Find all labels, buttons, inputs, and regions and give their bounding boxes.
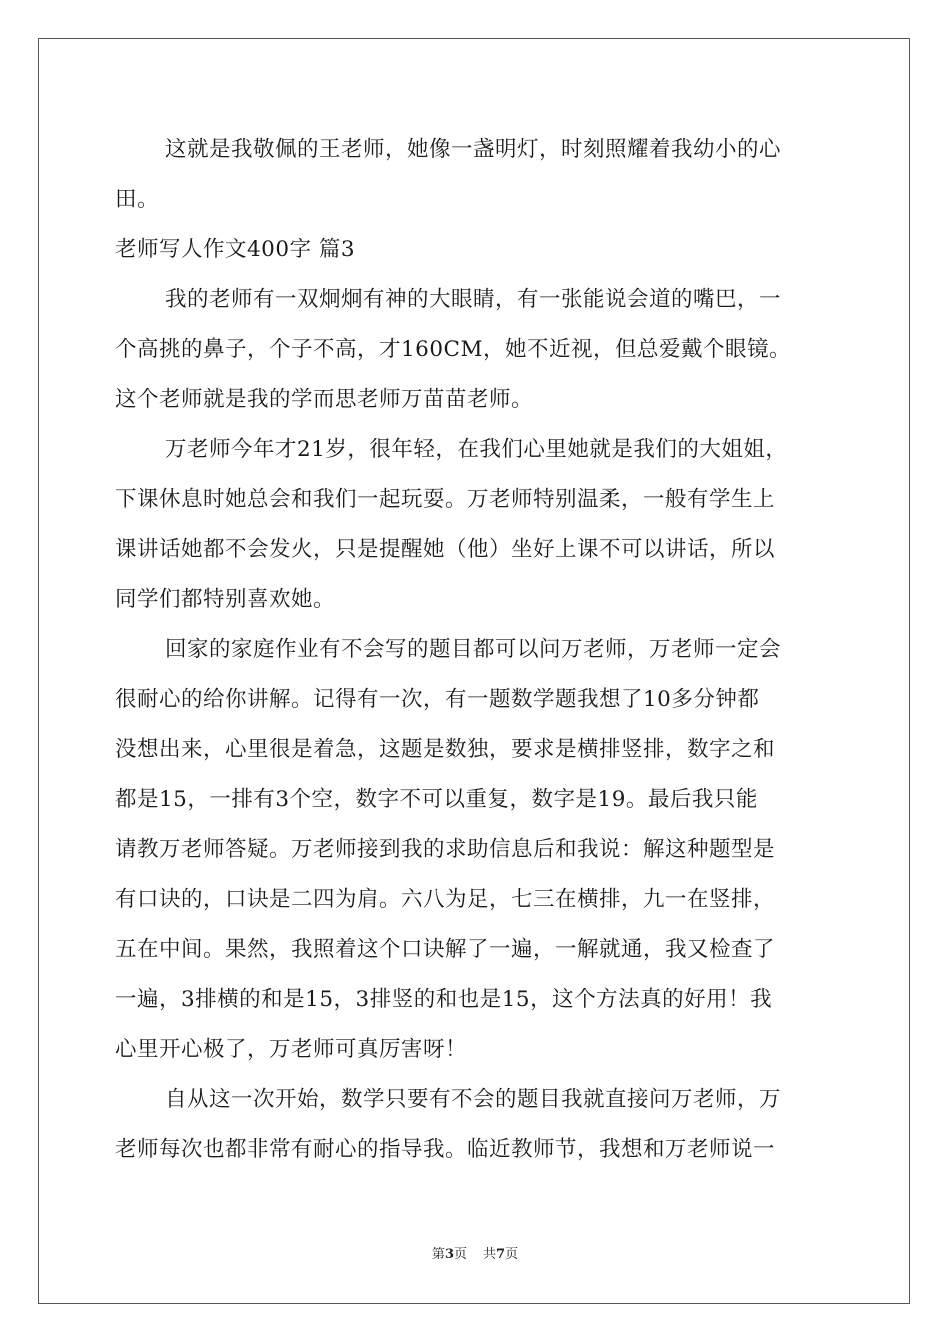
paragraph-line: 下课休息时她总会和我们一起玩耍。万老师特别温柔，一般有学生上 (115, 487, 776, 512)
paragraph-line: 自从这一次开始，数学只要有不会的题目我就直接问万老师，万 (165, 1087, 782, 1112)
page-footer (0, 1243, 950, 1262)
paragraph-line: 田。 (115, 187, 160, 212)
paragraph-line: 老师每次也都非常有耐心的指导我。临近教师节，我想和万老师说一 (115, 1137, 776, 1162)
paragraph-line: 这个老师就是我的学而思老师万苗苗老师。 (115, 387, 534, 412)
document-body (115, 128, 835, 1178)
paragraph-line: 回家的家庭作业有不会写的题目都可以问万老师，万老师一定会 (165, 637, 782, 662)
paragraph-line: 万老师今年才21岁，很年轻，在我们心里她就是我们的大姐姐， (165, 437, 788, 462)
page-current: 3 (444, 1247, 454, 1262)
paragraph-line: 很耐心的给你讲解。记得有一次，有一题数学题我想了10多分钟都 (115, 687, 760, 712)
paragraph-line: 五在中间。果然，我照着这个口诀解了一遍，一解就通，我又检查了 (115, 937, 776, 962)
total-suffix: 页 (505, 1247, 519, 1262)
paragraph-line: 心里开心极了，万老师可真厉害呀！ (115, 1037, 468, 1062)
page-prefix: 第 (431, 1247, 445, 1262)
paragraph-line: 个高挑的鼻子，个子不高，才160CM，她不近视，但总爱戴个眼镜。 (115, 337, 792, 362)
paragraph-line: 一遍，3排横的和是15，3排竖的和也是15，这个方法真的好用！我 (115, 987, 773, 1012)
paragraph-line: 同学们都特别喜欢她。 (115, 587, 336, 612)
total-prefix: 共 (483, 1247, 497, 1262)
section-heading: 老师写人作文400字 篇3 (115, 237, 356, 262)
paragraph-line: 都是15，一排有3个空，数字不可以重复，数字是19。最后我只能 (115, 787, 758, 812)
paragraph-line: 我的老师有一双炯炯有神的大眼睛，有一张能说会道的嘴巴，一 (165, 287, 782, 312)
page-suffix: 页 (453, 1247, 467, 1262)
paragraph-line: 有口诀的，口诀是二四为肩。六八为足，七三在横排，九一在竖排， (115, 887, 776, 912)
paragraph-line: 课讲话她都不会发火，只是提醒她（他）坐好上课不可以讲话，所以 (115, 537, 776, 562)
paragraph-line: 这就是我敬佩的王老师，她像一盏明灯，时刻照耀着我幼小的心 (165, 137, 782, 162)
paragraph-line: 请教万老师答疑。万老师接到我的求助信息后和我说：解这种题型是 (115, 837, 776, 862)
paragraph-line: 没想出来，心里很是着急，这题是数独，要求是横排竖排，数字之和 (115, 737, 776, 762)
page-total: 7 (496, 1247, 506, 1262)
